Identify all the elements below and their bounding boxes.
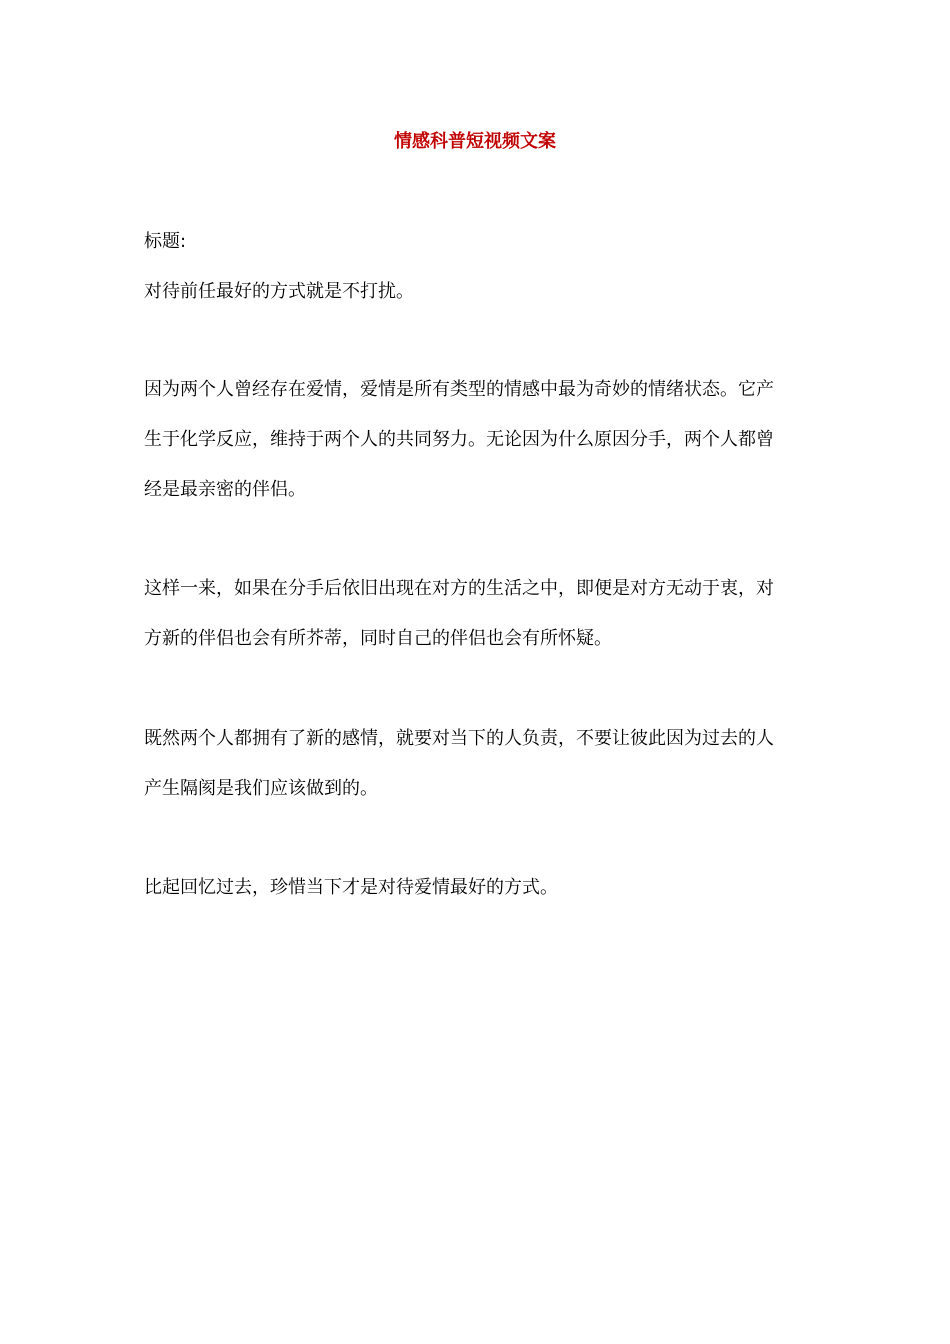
- paragraph-line: 因为两个人曾经存在爱情，爱情是所有类型的情感中最为奇妙的情绪状态。它产: [144, 379, 774, 400]
- paragraph-line: 比起回忆过去，珍惜当下才是对待爱情最好的方式。: [144, 877, 558, 898]
- paragraph-line: 这样一来，如果在分手后依旧出现在对方的生活之中，即便是对方无动于衷，对: [144, 578, 774, 599]
- headline-text: 对待前任最好的方式就是不打扰。: [144, 281, 414, 302]
- document-title: 情感科普短视频文案: [394, 131, 556, 152]
- paragraph-line: 经是最亲密的伴侣。: [144, 479, 306, 500]
- paragraph-line: 产生隔阂是我们应该做到的。: [144, 778, 378, 799]
- paragraph-line: 既然两个人都拥有了新的感情，就要对当下的人负责，不要让彼此因为过去的人: [144, 728, 774, 749]
- label-text: 标题:: [144, 231, 187, 252]
- paragraph-line: 方新的伴侣也会有所芥蒂，同时自己的伴侣也会有所怀疑。: [144, 628, 612, 649]
- paragraph-line: 生于化学反应，维持于两个人的共同努力。无论因为什么原因分手，两个人都曾: [144, 429, 774, 450]
